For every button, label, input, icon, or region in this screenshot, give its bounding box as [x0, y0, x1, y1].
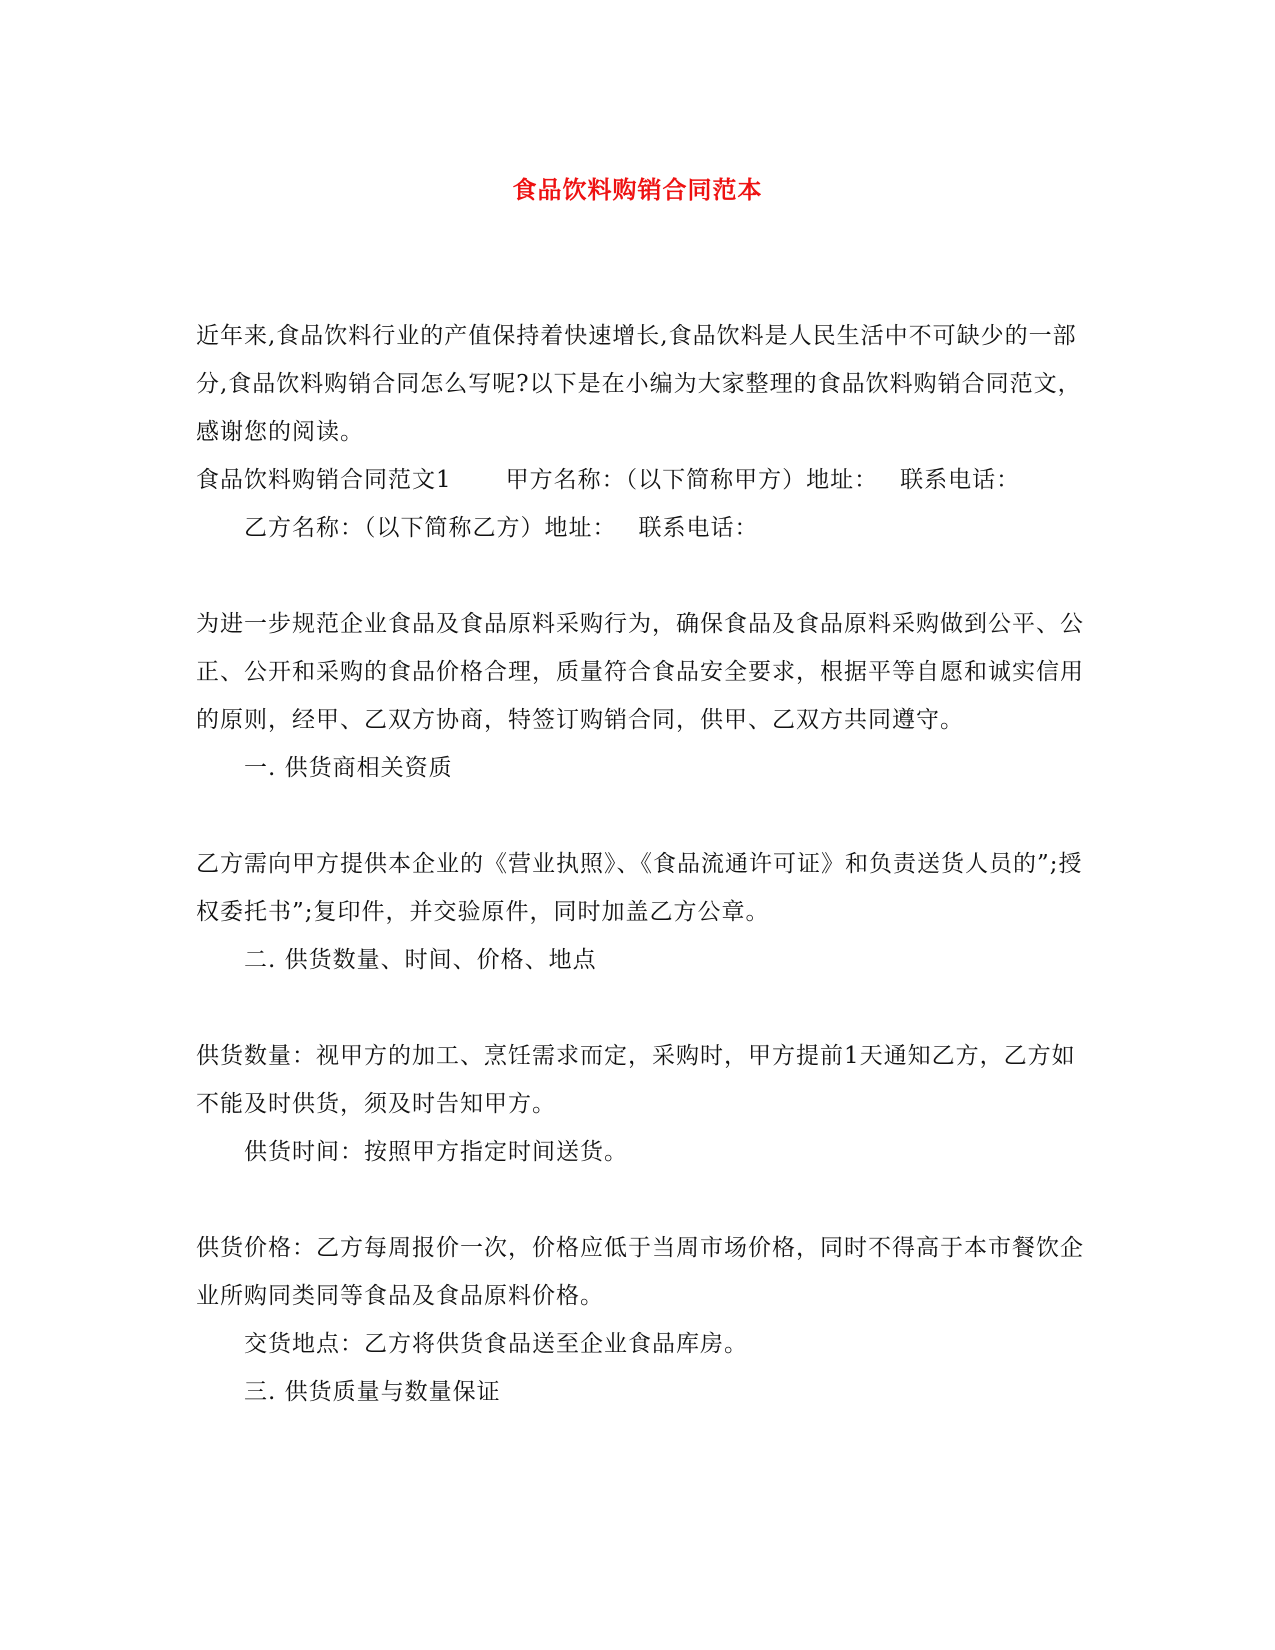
party-a-line: [196, 456, 1086, 504]
section-1-body: 乙方需向甲方提供本企业的《营业执照》、《食品流通许可证》和负责送货人员的”;授权委托书”;复印件，并交验原件，同时加盖乙方公章。: [196, 851, 1083, 925]
party-a-name: 甲方名称：（以下简称甲方）地址：: [505, 467, 879, 493]
party-a-phone: 联系电话：: [900, 467, 1021, 493]
party-b-phone: 联系电话：: [638, 515, 759, 541]
party-b-line: [196, 504, 1086, 552]
supply-time-paragraph: 供货时间：按照甲方指定时间送货。: [244, 1139, 628, 1165]
document-title: 食品饮料购销合同范本: [512, 175, 763, 204]
contract-sample-label: 食品饮料购销合同范文1: [196, 467, 452, 493]
section-3-heading: 三. 供货质量与数量保证: [244, 1379, 501, 1405]
supply-quantity-paragraph: 供货数量：视甲方的加工、烹饪需求而定，采购时，甲方提前1天通知乙方，乙方如不能及时供货，须及时告知甲方。: [196, 1043, 1076, 1117]
section-1-heading: 一. 供货商相关资质: [244, 755, 453, 781]
intro-paragraph: 近年来,食品饮料行业的产值保持着快速增长,食品饮料是人民生活中不可缺少的一部分,食品饮料购销合同怎么写呢?以下是在小编为大家整理的食品饮料购销合同范文，感谢您的阅读。: [196, 323, 1082, 445]
document-body: [196, 312, 1086, 1416]
preamble-paragraph: 为进一步规范企业食品及食品原料采购行为，确保食品及食品原料采购做到公平、公正、公开和采购的食品价格合理，质量符合食品安全要求，根据平等自愿和诚实信用的原则，经甲、乙双方协商，特签订购销合同，供甲、乙双方共同遵守。: [196, 611, 1084, 733]
supply-price-paragraph: 供货价格：乙方每周报价一次，价格应低于当周市场价格，同时不得高于本市餐饮企业所购同类同等食品及食品原料价格。: [196, 1235, 1084, 1309]
delivery-place-paragraph: 交货地点：乙方将供货食品送至企业食品库房。: [244, 1331, 748, 1357]
party-b-name: 乙方名称：（以下简称乙方）地址：: [244, 515, 617, 541]
section-2-heading: 二. 供货数量、时间、价格、地点: [244, 947, 597, 973]
